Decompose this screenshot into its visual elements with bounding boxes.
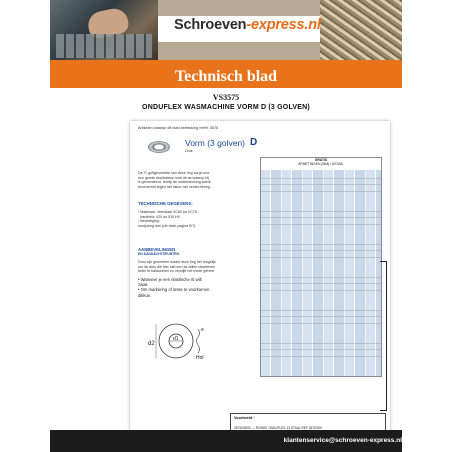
intro-line: beschermd tegen het risico van verdechering. [138,184,211,189]
footer-email-link[interactable]: klantenservice@schroeven-express.nl [283,437,402,444]
product-title: ONDUFLEX WASMACHINE VORM D (3 GOLVEN) [142,104,310,111]
shape-title: Vorm (3 golven) [185,138,245,148]
bullet-item: zwak [138,282,148,288]
table-header-title: GRATIS [314,158,328,162]
tech-item: › Bevestiging: [138,219,160,223]
brand-logo[interactable] [174,17,321,33]
advice-text [138,260,216,274]
bullet-item: • Wanneer je een elastische rit wilt [138,277,202,282]
datasheet-document [130,121,390,443]
bullet-item: dikkun. [138,292,152,298]
table-rows [261,170,381,376]
d1-label: d1 [173,336,179,342]
bullet-list [138,277,209,298]
tech-item: roodpleeg ons (zie tabel pagina 5/7). [138,223,197,228]
technical-sheet-page [50,0,402,452]
screws-photo [320,0,402,60]
intro-line: een goede drukbalans rond de as waarop hij [138,175,209,180]
banner-title: Technisch blad [174,68,278,85]
bullet-item: • Om markering of losse te voorkomen [138,287,210,293]
dimensions-table [260,157,382,377]
article-line: Artikelen waarop dit blad betrekking heeft: 3575 [138,126,219,130]
intro-text [138,171,211,189]
advice-heading: AANBEVELINGEN [138,247,176,252]
intro-line: De 3°-golfgeometrie van deze ring zorgt voor [138,171,210,175]
hol-label: Hol [196,355,204,361]
tech-item: › Materiaal: Veerstaal XC60 tot XC75 [138,210,197,214]
table-header-sub: AFMETINGEN (MM) / ASTAB. [298,162,344,166]
example-text: 3575/30000 — RONDE ONDUFLEX 13 STAAL REF 3575/300 [234,426,323,430]
screw-tray-photo [56,34,152,58]
wave-washer-icon [148,141,170,153]
e-label: e [201,327,204,333]
d2-label: d2 [148,341,155,347]
tech-list [138,210,197,228]
brand-name-main: Schroeven [174,17,247,33]
shape-d-logo: D [250,137,258,148]
workshop-photo [50,0,158,60]
callout-arrow [380,261,387,411]
footer-email[interactable] [50,437,402,444]
advice-line: Door zijn geometrie maakt deze ring het mogelijk [138,260,216,264]
tech-item: - hardheid: 420 tot 510 HV [138,214,181,219]
brand-name-accent: -express.nl [246,17,321,33]
intro-line: is gemonteerd, terwijl de ondersteuning wordt [138,180,211,184]
shape-subtitle: Druk [185,149,193,153]
example-title: Voorbeeld : [234,416,255,420]
advice-subheading: EN AANDACHTSPUNTEN [138,252,179,256]
advice-line: beter te balanceren en verstijft het mede geheel. [138,269,216,273]
advice-line: om de druk die hier niet een as willen uitoefenen [138,264,216,269]
product-code: VS3575 [212,93,240,102]
washer-dimension-diagram [146,321,206,361]
tech-heading: TECHNISCHE GEGEVENS: [138,201,193,206]
header-hero-image [50,0,402,60]
